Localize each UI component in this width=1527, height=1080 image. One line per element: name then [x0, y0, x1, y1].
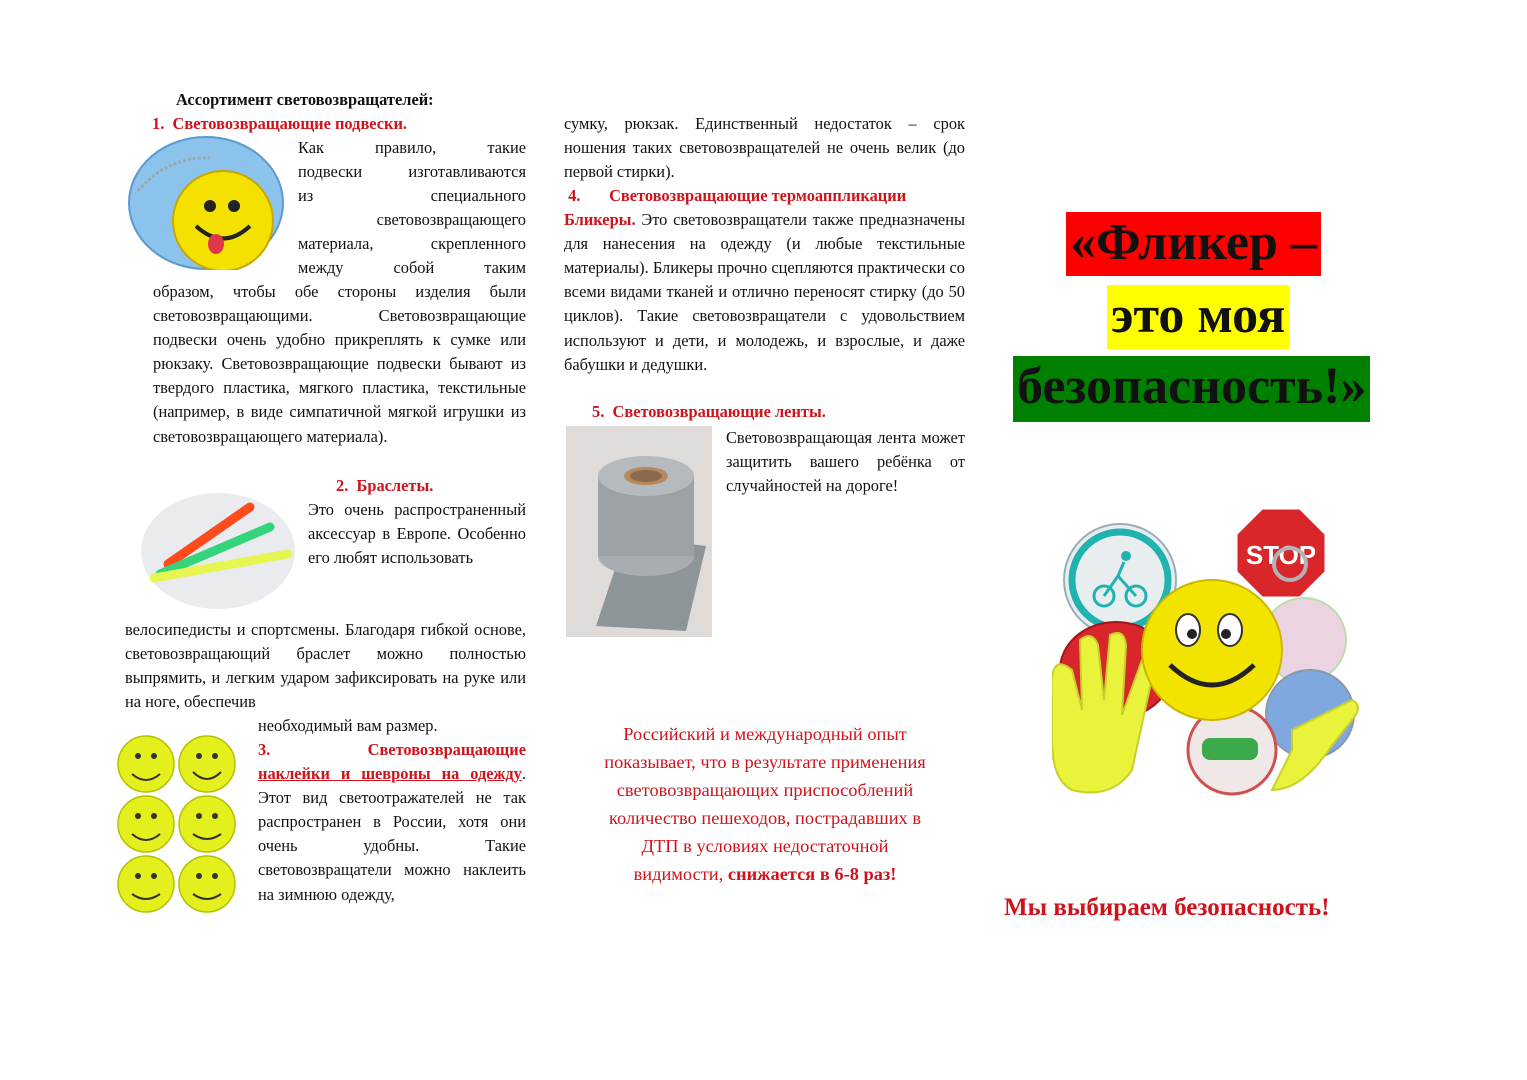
- item1-wrap-text: [298, 136, 526, 281]
- item1-line-1: Как правило, такие: [298, 138, 526, 157]
- item3-continued-text: сумку, рюкзак. Единственный недостаток – срок ношения таких световозвращателей не очень велик (до первой стирки).: [564, 114, 965, 182]
- item2-wrap-text: Это очень распространенный аксессуар в Европе. Особенно его любят использовать: [308, 500, 526, 568]
- title-line-2: это моя: [1107, 285, 1289, 349]
- item2-body-text: велосипедисты и спортсмены. Благодаря гибкой основе, световозвращающий браслет можно полностью выпрямить, и легким ударом зафиксировать на руке или на ноге, обеспечив: [125, 620, 526, 712]
- item1-body-text: образом, чтобы обе стороны изделия были световозвращающими. Световозвращающие подвески очень удобно прикреплять к сумке или рюкзаку. Световозвращающие подвески бывают из твердого пластика, мягкого пластика, текстильные (например, в виде симпатичной мягкой игрушки из световозвращающего материала).: [153, 282, 526, 446]
- fact-line-3: световозвращающих приспособлений: [616, 780, 914, 800]
- statistics-fact: [560, 720, 970, 888]
- column-middle: [560, 0, 970, 1080]
- fact-line-4: количество пешеходов, пострадавших в: [608, 808, 922, 828]
- item3-title-line: [258, 738, 526, 762]
- column-left: [0, 0, 540, 1080]
- bracelets-image: [140, 492, 296, 610]
- item3-number: 3.: [258, 740, 271, 759]
- item4-title-a: Световозвращающие термоаппликации: [609, 186, 907, 205]
- item3-block: [258, 738, 526, 907]
- fact-line-1: Российский и международный опыт: [623, 724, 907, 744]
- item2-tail-text: необходимый вам размер.: [258, 716, 438, 735]
- fact-line-5: ДТП в условиях недостаточной: [641, 836, 889, 856]
- item5-text: Световозвращающая лента может защитить вашего ребёнка от случайностей на дороге!: [726, 428, 965, 496]
- fact-line-6: [560, 860, 970, 888]
- item5-number: 5.: [592, 402, 605, 421]
- item2-title: [336, 474, 433, 498]
- item1-line-4: световозвращающего: [376, 210, 526, 230]
- item1-line-2: подвески изготавливаются: [298, 162, 526, 182]
- column-right: [990, 0, 1527, 1080]
- item3-title-b: наклейки и шевроны на одежду: [258, 764, 522, 784]
- fact-last-plain: видимости,: [633, 864, 728, 884]
- smiley-stickers-image: [112, 734, 242, 914]
- title-line-1: «Фликер –: [1066, 212, 1321, 276]
- reflective-tape-image: [566, 426, 712, 637]
- item4-text: Это световозвращатели также предназначены для нанесения на одежду (и любые текстильные материалы). Бликеры прочно сцепляются практически со всеми видами тканей и отлично переносят стирку (до 50 циклов). Такие световозвращатели с удовольствием используют и дети, и молодежь, и взрослые, и даже бабушки и дедушки.: [564, 210, 965, 374]
- item1-line-6: между собой таким: [298, 258, 526, 278]
- item5-title-text: Световозвращающие ленты.: [612, 402, 826, 421]
- stop-sign-text: STOP: [1245, 540, 1317, 570]
- item4-title-line: [564, 184, 965, 208]
- item1-line-5: материала, скрепленного: [298, 234, 526, 254]
- item2-title-text: Браслеты.: [356, 476, 434, 495]
- assortment-heading: Ассортимент световозвращателей:: [176, 90, 434, 109]
- item1-line-3: из специального: [298, 186, 526, 206]
- item3-body: [258, 762, 526, 907]
- item5-title: [592, 400, 826, 424]
- item4-title-b: Бликеры.: [564, 210, 636, 230]
- item1-number: 1.: [152, 114, 165, 133]
- item2-number: 2.: [336, 476, 349, 495]
- item1-title-text: Световозвращающие подвески.: [172, 114, 408, 133]
- slogan: Мы выбираем безопасность!: [1004, 894, 1330, 921]
- smiley-pendant-image: [128, 136, 288, 270]
- item3-title-a: Световозвращающие: [367, 740, 526, 759]
- fact-line-2: показывает, что в результате применения: [604, 752, 926, 772]
- item4-block: [564, 184, 965, 377]
- flickers-collage-image: [1052, 500, 1362, 800]
- item1-title: [152, 112, 407, 136]
- item4-number: 4.: [568, 186, 581, 205]
- fact-last-bold: снижается в 6-8 раз!: [727, 864, 897, 884]
- title-line-3: безопасность!»: [1013, 356, 1370, 422]
- item3-text: . Этот вид светоотражателей не так распространен в России, хотя они очень удобны. Такие световозвращатели можно наклеить на зимнюю одежду,: [258, 764, 526, 904]
- item4-body: [564, 208, 965, 377]
